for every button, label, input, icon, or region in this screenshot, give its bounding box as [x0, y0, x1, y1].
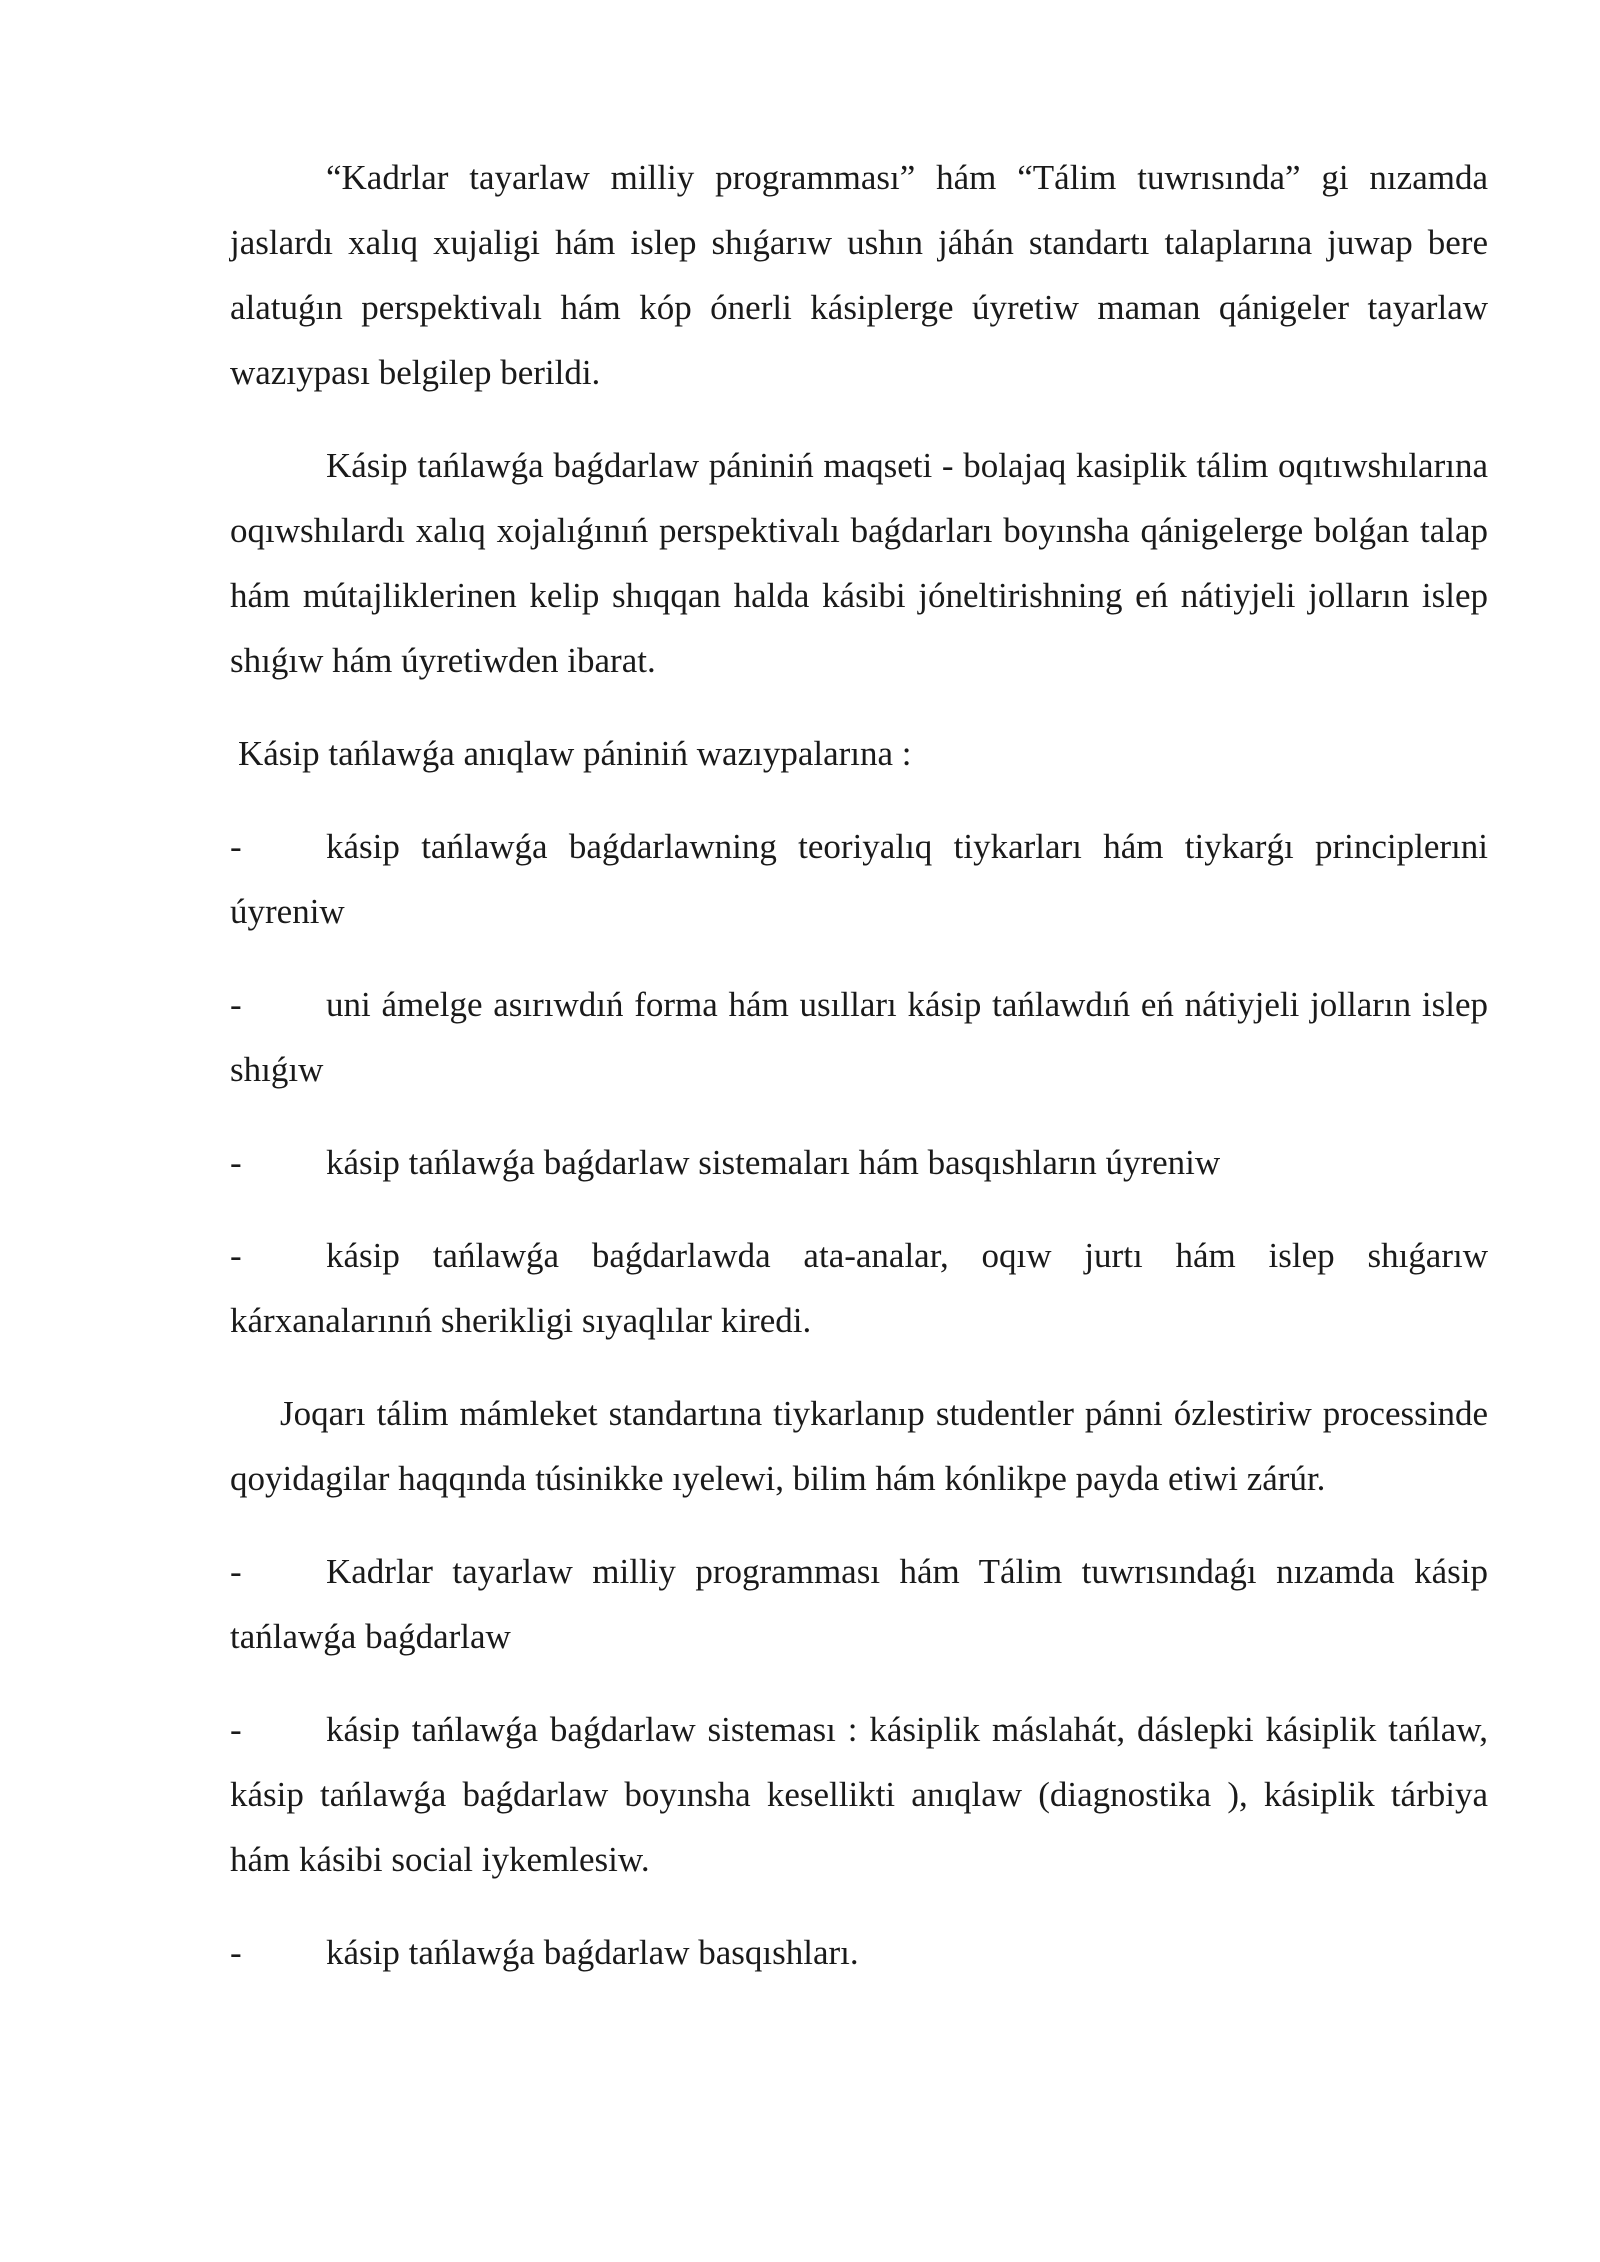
document-body	[230, 145, 1488, 2013]
list-item-text: kásip tańlawǵa baǵdarlaw sisteması : kásiplik máslahát, dáslepki kásiplik tańlaw, kásip tańlawǵa baǵdarlaw boyınsha kesellikti anıqlaw (diagnostika ), kásiplik tárbiya hám kásibi social iykemlesiw.	[230, 1710, 1488, 1879]
paragraph-goal: Kásip tańlawǵa baǵdarlaw pániniń maqseti - bolajaq kasiplik tálim oqıtıwshılarına oqıwshılardı xalıq xojalıǵınıń perspektivalı baǵdarları boyınsha qánigelerge bolǵan talap hám mútajliklerinen kelip shıqqan halda kásibi jóneltirishning eń nátiyjeli jolların islep shıǵıw hám úyretiwden ibarat.	[230, 446, 1488, 680]
tasks-list	[230, 814, 1488, 1353]
paragraph-standard: Joqarı tálim mámleket standartına tiykarlanıp studentler pánni ózlestiriw processinde qoyidagilar haqqında túsinikke ıyelewi, bilim hám kónlikpe payda etiwi zárúr.	[230, 1394, 1488, 1498]
list-dash: -	[230, 827, 242, 866]
list-dash: -	[230, 1552, 242, 1591]
list-item	[230, 972, 1488, 1102]
list-item	[230, 1223, 1488, 1353]
list-item-text: kásip tańlawǵa baǵdarlaw sistemaları hám basqıshların úyreniw	[326, 1143, 1221, 1182]
list-item	[230, 1130, 1488, 1195]
list-item	[230, 1920, 1488, 1985]
paragraph-intro: “Kadrlar tayarlaw milliy programması” hám “Tálim tuwrısında” gi nızamda jaslardı xalıq xujaligi hám islep shıǵarıw ushın jáhán standartı talaplarına juwap bere alatuǵın perspektivalı hám kóp ónerli kásiplerge úyretiw maman qánigeler tayarlaw wazıypası belgilep berildi.	[230, 158, 1488, 392]
paragraph-tasks-heading: Kásip tańlawǵa anıqlaw pániniń wazıypalarına :	[238, 734, 912, 773]
list-dash: -	[230, 1236, 242, 1275]
list-item-text: kásip tańlawǵa baǵdarlawda ata-analar, oqıw jurtı hám islep shıǵarıw kárxanalarınıń sherikligi sıyaqlılar kiredi.	[230, 1236, 1488, 1340]
list-item-text: kásip tańlawǵa baǵdarlaw basqıshları.	[326, 1933, 859, 1972]
list-item	[230, 814, 1488, 944]
list-item	[230, 1539, 1488, 1669]
list-dash: -	[230, 1933, 242, 1972]
list-dash: -	[230, 1710, 242, 1749]
list-item	[230, 1697, 1488, 1892]
list-item-text: Kadrlar tayarlaw milliy programması hám Tálim tuwrısındaǵı nızamda kásip tańlawǵa baǵdarlaw	[230, 1552, 1488, 1656]
list-dash: -	[230, 1143, 242, 1182]
list-item-text: kásip tańlawǵa baǵdarlawning teoriyalıq tiykarları hám tiykarǵı principlerıni úyreniw	[230, 827, 1488, 931]
list-item-text: uni ámelge asırıwdıń forma hám usılları kásip tańlawdıń eń nátiyjeli jolların islep shıǵıw	[230, 985, 1488, 1089]
list-dash: -	[230, 985, 242, 1024]
knowledge-list	[230, 1539, 1488, 1985]
